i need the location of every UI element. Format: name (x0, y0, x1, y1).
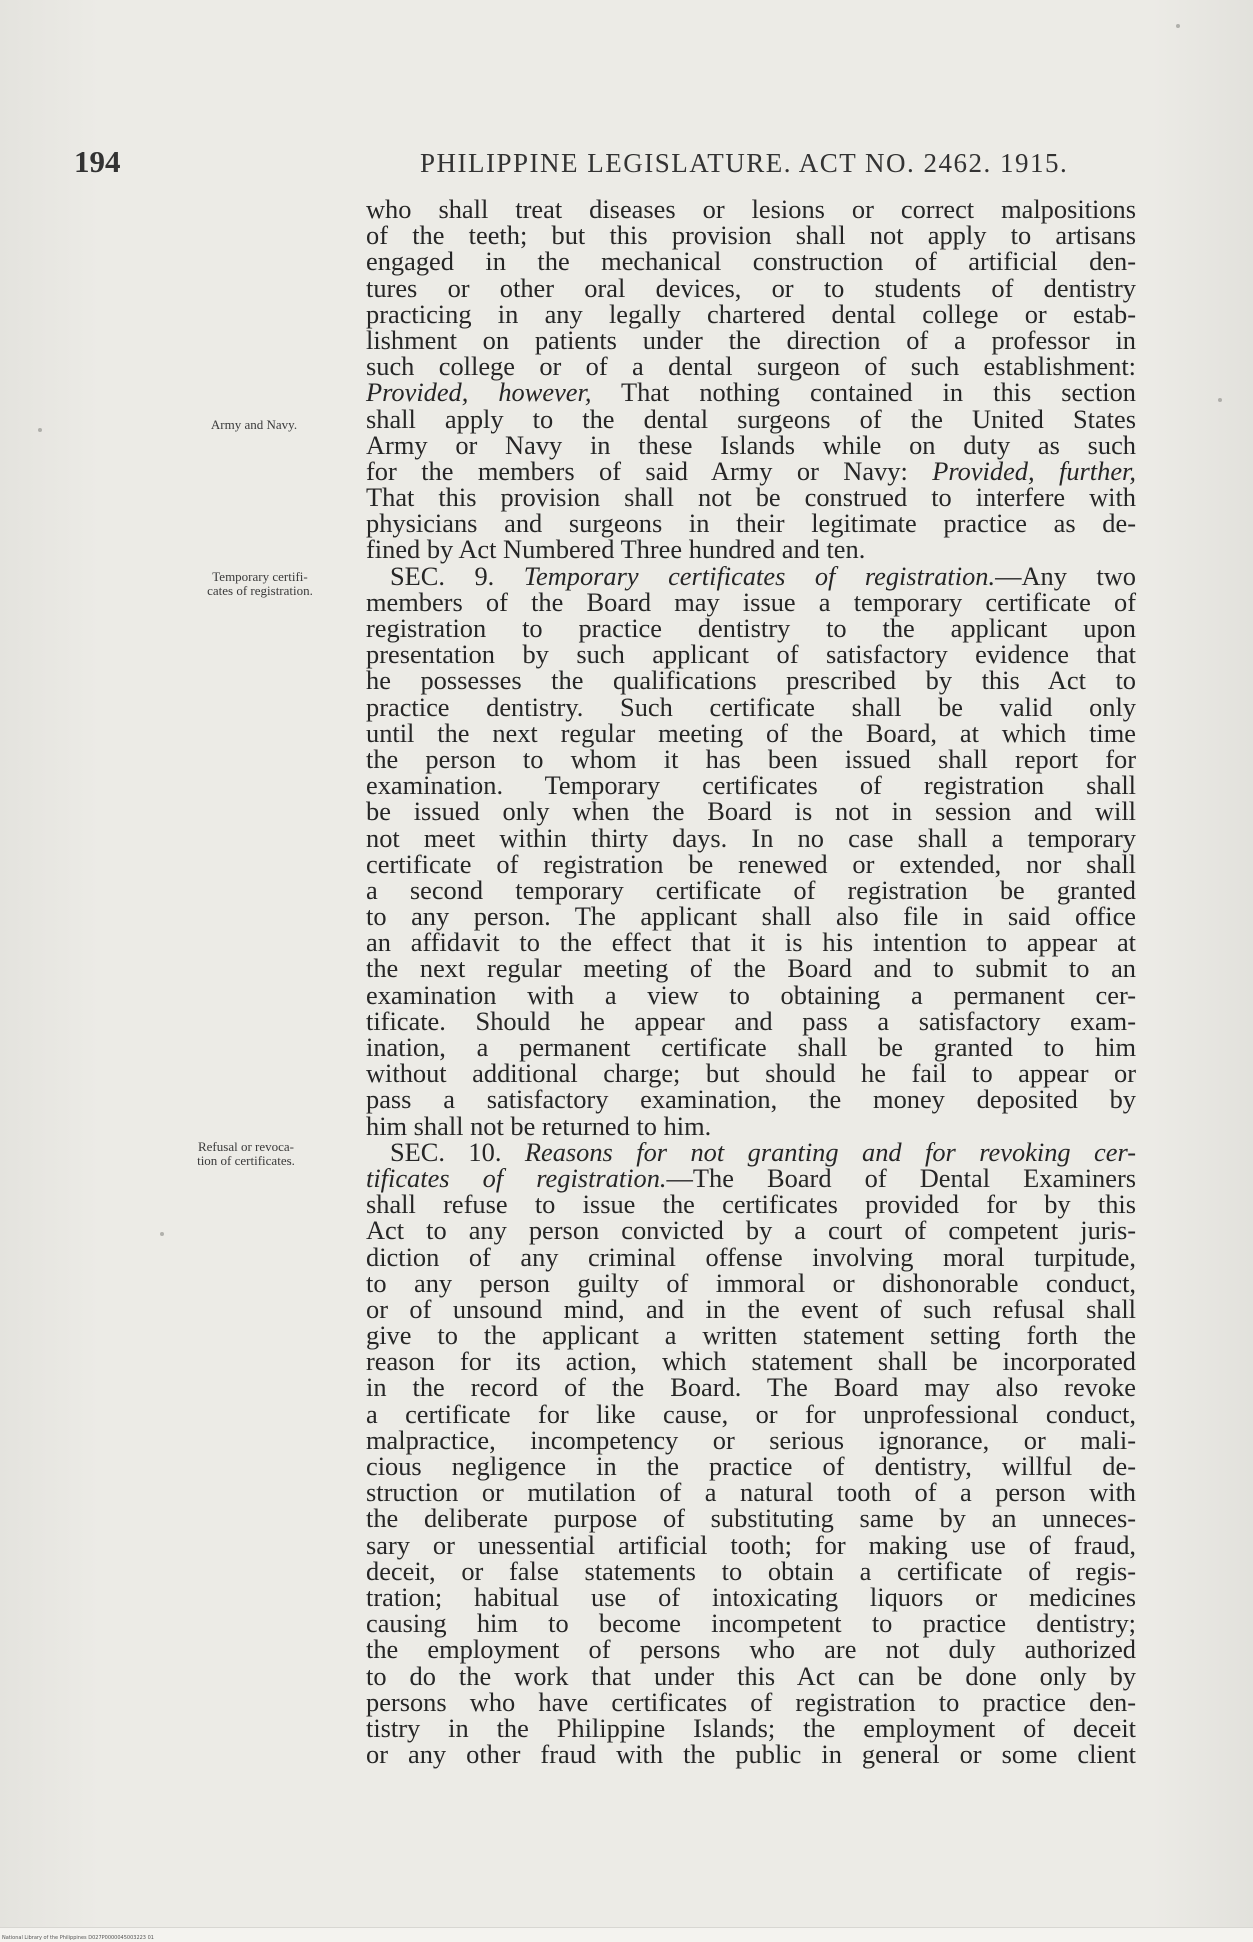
italic-phrase: Reasons for not granting and for revoking cer- (524, 1136, 1136, 1167)
body-line: engaged in the mechanical construction of artificial den- (366, 246, 1136, 277)
body-line: him shall not be returned to him. (366, 1110, 712, 1141)
scan-speck (1218, 398, 1222, 402)
body-line: to any person guilty of immoral or dishonorable conduct, (366, 1267, 1136, 1298)
body-line: give to the applicant a written statement setting forth the (366, 1320, 1136, 1351)
margin-note-refusal-revocation: Refusal or revoca- tion of certificates. (197, 1139, 295, 1168)
body-line: presentation by such applicant of satisfactory evidence that (366, 639, 1136, 670)
body-line: causing him to become incompetent to practice dentistry; (366, 1608, 1136, 1639)
body-line: be issued only when the Board is not in session and will (366, 796, 1136, 827)
margin-note-army-navy: Army and Navy. (210, 417, 298, 432)
body-line: examination. Temporary certificates of registration shall (366, 770, 1136, 801)
body-line: tificates of registration.—The Board of Dental Examiners (366, 1162, 1137, 1193)
body-line: such college or of a dental surgeon of such establishment: (366, 351, 1136, 382)
scan-speck (38, 428, 42, 432)
body-line: deceit, or false statements to obtain a certificate of regis- (366, 1555, 1136, 1586)
body-line: registration to practice dentistry to the applicant upon (366, 613, 1136, 643)
body-line: Provided, however, That nothing contained in this section (366, 377, 1136, 408)
body-line: lishment on patients under the direction of a professor in (366, 324, 1136, 355)
italic-phrase: tificates of registration. (366, 1162, 667, 1193)
body-line: to any person. The applicant shall also file in said office (366, 901, 1136, 932)
body-line: he possesses the qualifications prescribed by this Act to (366, 665, 1136, 696)
body-line: not meet within thirty days. In no case shall a temporary (366, 822, 1136, 853)
body-line: tificate. Should he appear and pass a satisfactory exam- (366, 1005, 1136, 1036)
body-line: shall apply to the dental surgeons of the United States (366, 403, 1136, 434)
italic-phrase: Provided, however, (366, 377, 592, 408)
body-line: for the members of said Army or Navy: Provided, further, (366, 455, 1136, 486)
body-line: shall refuse to issue the certificates provided for by this (366, 1189, 1136, 1220)
scan-speck (1176, 24, 1180, 28)
body-line: of the teeth; but this provision shall not apply to artisans (366, 220, 1136, 251)
body-line: practicing in any legally chartered dental college or estab- (366, 298, 1136, 329)
body-line: That this provision shall not be construed to interfere with (366, 482, 1136, 513)
body-line: who shall treat diseases or lesions or correct malpositions (366, 194, 1136, 224)
body-line: diction of any criminal offense involving moral turpitude, (366, 1241, 1136, 1272)
body-line: until the next regular meeting of the Board, at which time (366, 717, 1136, 748)
body-line: examination with a view to obtaining a permanent cer- (366, 979, 1136, 1010)
body-line: pass a satisfactory examination, the money deposited by (366, 1084, 1136, 1115)
body-line: reason for its action, which statement shall be incorporated (366, 1346, 1136, 1377)
body-line: or any other fraud with the public in general or some client (366, 1739, 1136, 1770)
body-line: in the record of the Board. The Board may also revoke (366, 1372, 1136, 1403)
body-line: physicians and surgeons in their legitimate practice as de- (366, 508, 1136, 539)
body-line: malpractice, incompetency or serious ignorance, or mali- (366, 1424, 1136, 1455)
body-line: members of the Board may issue a temporary certificate of (366, 586, 1136, 617)
body-line: a certificate for like cause, or for unprofessional conduct, (366, 1398, 1136, 1429)
body-text (366, 194, 1137, 1770)
body-line: the person to whom it has been issued shall report for (366, 743, 1136, 774)
body-line: cious negligence in the practice of dentistry, willful de- (366, 1451, 1136, 1481)
italic-phrase: Provided, further, (932, 455, 1136, 486)
body-line: certificate of registration be renewed or extended, nor shall (366, 848, 1136, 879)
body-line: practice dentistry. Such certificate shall be valid only (366, 691, 1136, 722)
running-head: PHILIPPINE LEGISLATURE. ACT NO. 2462. 1915. (420, 148, 1069, 178)
footer-credit: National Library of the Philippines D027P0000045003223 01 (2, 1935, 154, 1941)
body-line: the next regular meeting of the Board and to submit to an (366, 953, 1136, 984)
italic-phrase: Temporary certificates of registration. (523, 560, 996, 591)
body-line: persons who have certificates of registration to practice den- (366, 1686, 1136, 1717)
body-line: to do the work that under this Act can be done only by (366, 1660, 1136, 1691)
body-line: an affidavit to the effect that it is his intention to appear at (366, 927, 1136, 958)
body-line: SEC. 9. Temporary certificates of registration.—Any two (390, 560, 1136, 591)
body-line: tistry in the Philippine Islands; the employment of deceit (366, 1712, 1136, 1743)
body-line: Army or Navy in these Islands while on duty as such (366, 429, 1136, 460)
body-line: or of unsound mind, and in the event of such refusal shall (366, 1293, 1136, 1324)
body-line: struction or mutilation of a natural tooth of a person with (366, 1477, 1136, 1508)
body-line: the deliberate purpose of substituting same by an unneces- (366, 1503, 1136, 1534)
page-number: 194 (74, 144, 121, 179)
scan-speck (160, 1232, 164, 1236)
body-line: SEC. 10. Reasons for not granting and for revoking cer- (390, 1136, 1136, 1167)
footer-strip (0, 1927, 1253, 1942)
body-line: fined by Act Numbered Three hundred and ten. (366, 534, 866, 565)
body-line: sary or unessential artificial tooth; for making use of fraud, (366, 1529, 1136, 1560)
margin-note-temporary-certificates: Temporary certifi- cates of registration. (207, 569, 313, 598)
body-line: Act to any person convicted by a court of competent juris- (366, 1215, 1136, 1246)
body-line: tures or other oral devices, or to students of dentistry (366, 272, 1136, 303)
body-line: a second temporary certificate of registration be granted (366, 874, 1136, 905)
body-line: tration; habitual use of intoxicating liquors or medicines (366, 1581, 1136, 1612)
body-line: without additional charge; but should he fail to appear or (366, 1058, 1136, 1089)
body-line: ination, a permanent certificate shall be granted to him (366, 1032, 1136, 1062)
body-line: the employment of persons who are not duly authorized (366, 1634, 1136, 1665)
